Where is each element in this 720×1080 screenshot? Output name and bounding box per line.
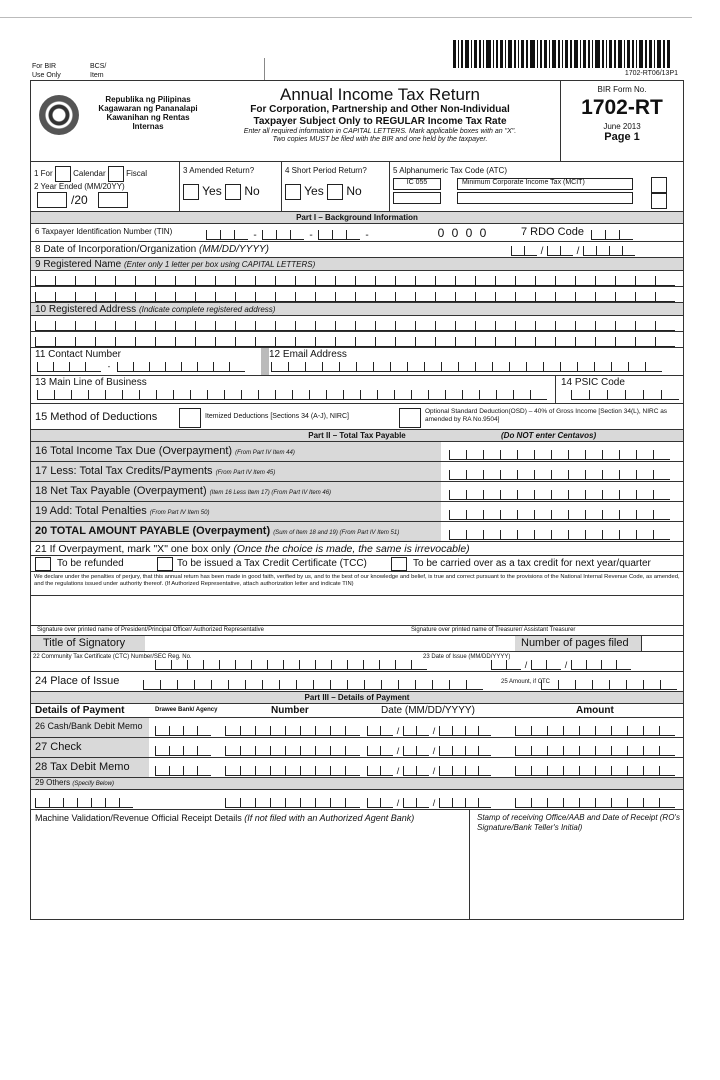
tin-branch-0: 0 xyxy=(437,226,445,240)
others-label xyxy=(35,778,114,787)
machine-validation-label xyxy=(35,813,414,823)
sig2-caption: Signature over printed name of Treasurer/ Assistant Treasurer xyxy=(411,627,576,633)
machine-text: Machine Validation/Revenue Official Receipt Details xyxy=(35,813,242,823)
item15-row xyxy=(30,404,684,430)
atc-description: Minimum Corporate Income Tax (MCIT) xyxy=(457,178,633,190)
registered-address-line-1[interactable] xyxy=(30,316,684,332)
atc-code-2[interactable] xyxy=(393,192,441,204)
item22-label: 22 Community Tax Certificate (CTC) Number/SEC Reg. No. xyxy=(33,654,192,660)
validation-divider xyxy=(469,810,470,919)
item17-label xyxy=(31,462,441,481)
email-cells[interactable] xyxy=(271,362,662,372)
item6-row xyxy=(30,224,684,242)
item8-format: (MM/DD/YYYY) xyxy=(199,244,269,255)
short-no-checkbox[interactable] xyxy=(327,184,343,200)
tax-payable-items xyxy=(30,442,684,542)
item21-options xyxy=(30,556,684,572)
agency-name: Republika ng Pilipinas Kagawaran ng Pananalapi Kawanihan ng Rentas Internas xyxy=(98,95,198,131)
form-subtitle-2: Taxpayer Subject Only to REGULAR Income Tax Rate xyxy=(253,116,507,127)
item13-14-row xyxy=(30,376,684,404)
form-version-date: June 2013 xyxy=(603,122,641,131)
declaration-row xyxy=(30,572,684,596)
item15-label: 15 Method of Deductions xyxy=(35,411,158,423)
item8-label xyxy=(35,244,269,255)
item24-25-row xyxy=(30,672,684,692)
part3-columns xyxy=(30,704,684,718)
item10-row xyxy=(30,303,684,316)
payment-row-tdm: 28 Tax Debit Memo / / xyxy=(30,758,684,778)
short-yes-checkbox[interactable] xyxy=(285,184,301,200)
amended-no-label: No xyxy=(244,184,260,199)
title-block xyxy=(215,85,545,144)
form-subtitle-1: For Corporation, Partnership and Other Non-Individual xyxy=(250,104,510,115)
form-title: Annual Income Tax Return xyxy=(279,85,481,104)
item18-row xyxy=(30,482,684,502)
item9-text: 9 Registered Name xyxy=(35,259,122,270)
tin-branch-1: 0 xyxy=(451,226,459,240)
item9-row xyxy=(30,258,684,271)
item18-src: (Item 16 Less Item 17) (From Part IV Item 46) xyxy=(209,490,332,496)
tcc-checkbox[interactable] xyxy=(157,557,173,571)
amended-yes-checkbox[interactable] xyxy=(183,184,199,200)
part1-header: Part I – Background Information xyxy=(30,212,684,224)
bir-seal-icon xyxy=(39,95,79,135)
bir-form-1702rt xyxy=(30,40,684,832)
item11-12-divider xyxy=(261,348,269,375)
item20-text: 20 TOTAL AMOUNT PAYABLE (Overpayment) xyxy=(35,525,271,537)
carry-over-checkbox[interactable] xyxy=(391,557,407,571)
item6-label: 6 Taxpayer Identification Number (TIN) xyxy=(35,227,173,236)
machine-note: (If not filed with an Authorized Agent Bank) xyxy=(244,813,415,823)
part2-note: (Do NOT enter Centavos) xyxy=(501,431,597,440)
bcs-item-label: BCS/ Item xyxy=(90,63,107,79)
others-note: (Specify Below) xyxy=(72,781,115,787)
incorporation-date-cells[interactable]: / / xyxy=(511,246,635,257)
item20-label xyxy=(31,522,441,541)
item17-row xyxy=(30,462,684,482)
registered-name-line-2[interactable] xyxy=(30,287,684,303)
item16-text: 16 Total Income Tax Due (Overpayment) xyxy=(35,445,233,457)
barcode-image xyxy=(453,40,671,68)
item16-row xyxy=(30,442,684,462)
col-drawee-bank: Drawee Bank/ Agency xyxy=(155,707,218,713)
item13-14-divider xyxy=(555,376,556,403)
part2-header xyxy=(30,430,684,442)
item1-label: 1 For xyxy=(34,169,53,179)
item18-amount[interactable] xyxy=(449,490,670,500)
osd-label: Optional Standard Deduction(OSD) – 40% of Gross Income [Section 34(L), NIRC as amended by RA No.9504] xyxy=(425,408,668,423)
item11-label: 11 Contact Number xyxy=(35,349,121,360)
barcode-text: 1702-RT06/13P1 xyxy=(624,70,678,77)
item17-amount[interactable] xyxy=(449,470,670,480)
title-signatory-label: Title of Signatory xyxy=(31,636,145,651)
item19-amount[interactable] xyxy=(449,510,670,520)
tcc-label: To be issued a Tax Credit Certificate (TCC) xyxy=(177,558,367,569)
atc-description-2[interactable] xyxy=(457,192,633,204)
contact-number-cells[interactable]: - xyxy=(37,362,245,372)
ctc-number-cells[interactable] xyxy=(155,660,427,670)
atc-checkbox-1[interactable] xyxy=(651,177,667,193)
tin-branch-2: 0 xyxy=(465,226,473,240)
item21-text: 21 If Overpayment, mark "X" one box only xyxy=(35,543,231,555)
itemized-label: Itemized Deductions [Sections 34 (A-J), NIRC] xyxy=(205,413,349,420)
ctc-date-cells[interactable]: / / xyxy=(491,660,631,670)
rdo-code-cells[interactable] xyxy=(591,230,633,240)
item24-label: 24 Place of Issue xyxy=(35,675,120,687)
check-label: 27 Check xyxy=(31,738,149,757)
item25-label: 25 Amount, if CTC xyxy=(501,679,551,685)
atc-code: IC 055 xyxy=(393,178,441,190)
item20-amount[interactable] xyxy=(449,530,670,540)
form-body xyxy=(30,212,684,920)
atc-checkbox-2[interactable] xyxy=(651,193,667,209)
form-number: 1702-RT xyxy=(581,96,663,119)
item13-label: 13 Main Line of Business xyxy=(35,377,147,388)
signatory-row xyxy=(30,636,684,652)
tin-branch-3: 0 xyxy=(479,226,487,240)
part2-title: Part II – Total Tax Payable xyxy=(308,431,406,440)
payment-row-cash: 26 Cash/Bank Debit Memo / / xyxy=(30,718,684,738)
item16-src: (From Part IV Item 44) xyxy=(235,450,295,456)
sig1-caption: Signature over printed name of President/Principal Officer/ Authorized Representative xyxy=(37,627,265,633)
fiscal-label: Fiscal xyxy=(126,169,147,179)
item11-12-row xyxy=(30,348,684,376)
item21-note: (Once the choice is made, the same is irrevocable) xyxy=(233,543,470,555)
item3-label: 3 Amended Return? xyxy=(183,166,255,175)
signature-area[interactable] xyxy=(30,596,684,626)
item16-label xyxy=(31,442,441,461)
header-separator xyxy=(264,58,265,80)
col-number: Number xyxy=(271,705,309,716)
payment-row-others-label xyxy=(30,778,684,790)
tdm-label: 28 Tax Debit Memo xyxy=(31,758,149,777)
registered-address-line-2[interactable] xyxy=(30,332,684,348)
form-instruction-2: Two copies MUST be filed with the BIR and one held by the taxpayer. xyxy=(272,136,488,143)
short-yes-label: Yes xyxy=(304,184,324,199)
item9-label xyxy=(35,259,315,270)
item9-note: (Enter only 1 letter per box using CAPITAL LETTERS) xyxy=(123,260,316,269)
form-number-box xyxy=(560,81,683,161)
item22-23-row xyxy=(30,652,684,672)
cash-label: 26 Cash/Bank Debit Memo xyxy=(31,718,149,737)
item17-text: 17 Less: Total Tax Credits/Payments xyxy=(35,465,213,477)
item12-label: 12 Email Address xyxy=(269,349,347,360)
payment-row-others: / / xyxy=(30,790,684,810)
item10-label xyxy=(35,304,275,315)
item18-text: 18 Net Tax Payable (Overpayment) xyxy=(35,485,207,497)
bir-use-only-label: For BIR Use Only xyxy=(32,63,61,79)
carry-over-label: To be carried over as a tax credit for next year/quarter xyxy=(413,558,651,569)
refund-checkbox[interactable] xyxy=(35,557,51,571)
year-month-input[interactable] xyxy=(37,192,67,208)
fiscal-checkbox[interactable] xyxy=(108,166,124,182)
business-line-cells[interactable] xyxy=(37,390,547,400)
page-number: Page 1 xyxy=(604,131,640,143)
stamp-label: Stamp of receiving Office/AAB and Date of Receipt (RO's Signature/Bank Teller's Initial) xyxy=(477,813,680,832)
item10-note: (Indicate complete registered address) xyxy=(138,305,276,314)
item16-amount[interactable] xyxy=(449,450,670,460)
refund-label: To be refunded xyxy=(57,558,124,569)
psic-code-cells[interactable] xyxy=(571,390,679,400)
item19-row xyxy=(30,502,684,522)
tin-cells[interactable]: - - - xyxy=(206,230,374,241)
item3-section xyxy=(179,162,282,211)
year-prefix: /20 xyxy=(71,193,88,207)
item21-label xyxy=(35,543,470,555)
validation-area xyxy=(30,810,684,920)
signature-captions xyxy=(30,626,684,636)
item21-row xyxy=(30,542,684,556)
item17-src: (From Part IV Item 45) xyxy=(215,470,276,476)
item4-section xyxy=(281,162,390,211)
item19-label xyxy=(31,502,441,521)
calendar-checkbox[interactable] xyxy=(55,166,71,182)
title-signatory-input[interactable] xyxy=(145,636,515,651)
form-instruction-1: Enter all required information in CAPITAL LETTERS. Mark applicable boxes with an "X". xyxy=(243,128,517,135)
amended-yes-label: Yes xyxy=(202,184,222,199)
part3-header: Part III – Details of Payment xyxy=(30,692,684,704)
item19-text: 19 Add: Total Penalties xyxy=(35,505,147,517)
item8-row xyxy=(30,242,684,258)
title-box xyxy=(30,80,684,162)
registered-name-line-1[interactable] xyxy=(30,271,684,287)
place-issue-cells[interactable] xyxy=(143,680,483,690)
pages-filed-label: Number of pages filed xyxy=(515,636,641,651)
item10-text: 10 Registered Address xyxy=(35,304,137,315)
item20-src: (Sum of Item 18 and 19) (From Part IV Item 51) xyxy=(273,530,400,536)
form-number-label: BIR Form No. xyxy=(597,85,647,94)
payment-row-check: 27 Check / / xyxy=(30,738,684,758)
short-no-label: No xyxy=(346,184,362,199)
col-date: Date (MM/DD/YYYY) xyxy=(381,705,475,716)
ctc-amount-cells[interactable] xyxy=(541,680,677,690)
item23-label: 23 Date of Issue (MM/DD/YYYY) xyxy=(423,654,511,660)
declaration-text: We declare under the penalties of perjury, that this annual return has been made in good faith, verified by us, and to the best of our knowledge and belief, is true and correct pursuant to the provisions of the National Internal Revenue Code, as amended, and the regulations issued under authority thereof. (If Authorized Representative, attach authorization letter and indicate TIN) xyxy=(34,574,680,587)
item5-label: 5 Alphanumeric Tax Code (ATC) xyxy=(393,166,507,175)
item14-label: 14 PSIC Code xyxy=(561,377,625,388)
item4-label: 4 Short Period Return? xyxy=(285,166,367,175)
osd-checkbox[interactable] xyxy=(399,408,421,428)
item20-row xyxy=(30,522,684,542)
itemized-checkbox[interactable] xyxy=(179,408,201,428)
year-input[interactable] xyxy=(98,192,128,208)
top-rule xyxy=(0,17,692,18)
item18-label xyxy=(31,482,441,501)
item2-label: 2 Year Ended (MM/20YY) xyxy=(34,182,125,191)
filing-info-row xyxy=(30,162,684,212)
amended-no-checkbox[interactable] xyxy=(225,184,241,200)
others-text: 29 Others xyxy=(35,778,71,787)
item7-label: 7 RDO Code xyxy=(521,226,584,238)
pages-filed-input[interactable] xyxy=(641,636,684,651)
item8-text: 8 Date of Incorporation/Organization xyxy=(35,244,197,255)
col-amount: Amount xyxy=(576,705,614,716)
item19-src: (From Part IV Item 50) xyxy=(149,510,210,516)
calendar-label: Calendar xyxy=(73,169,106,179)
item1-2-section xyxy=(31,162,180,211)
col-details: Details of Payment xyxy=(35,705,125,716)
